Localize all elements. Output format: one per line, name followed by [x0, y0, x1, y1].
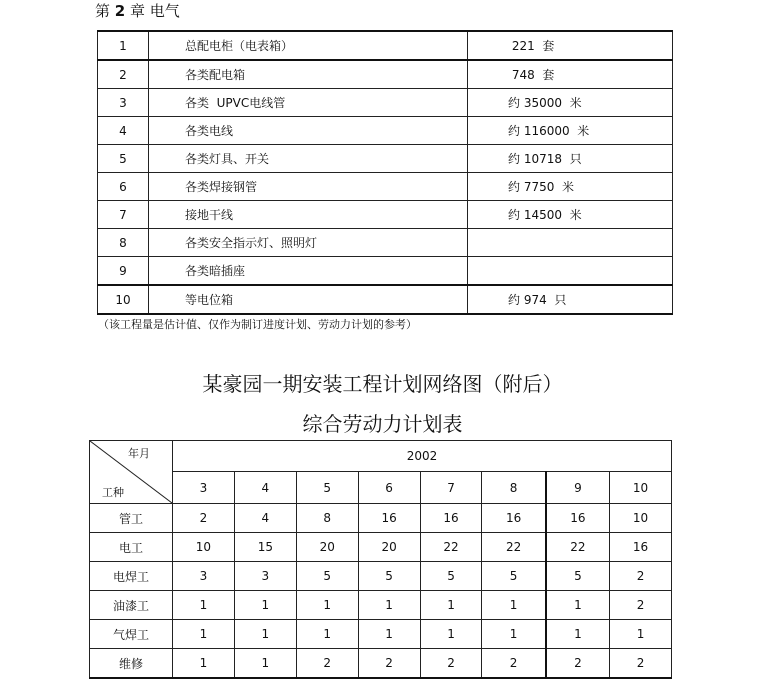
labor-count: 2: [610, 562, 672, 591]
material-name: 各类配电箱: [149, 60, 468, 89]
material-row: [98, 117, 673, 145]
material-name: 各类电线: [149, 117, 468, 145]
material-number: 2: [98, 60, 149, 89]
materials-table: [97, 30, 673, 315]
labor-count: 10: [610, 504, 672, 533]
trade-label: 工种: [102, 486, 124, 499]
labor-row: [90, 504, 672, 533]
labor-count: 15: [234, 533, 296, 562]
chapter-heading: 第 2 章 电气: [95, 2, 180, 20]
month-header: 6: [358, 472, 420, 504]
material-quantity: 约 116000 米: [468, 117, 673, 145]
material-number: 7: [98, 201, 149, 229]
labor-count: 1: [358, 591, 420, 620]
labor-count: 1: [234, 649, 296, 679]
trade-name: 电工: [90, 533, 173, 562]
labor-count: 2: [610, 591, 672, 620]
labor-count: 2: [358, 649, 420, 679]
material-row: [98, 31, 673, 60]
labor-count: 2: [173, 504, 235, 533]
material-quantity: 约 974 只: [468, 285, 673, 314]
material-number: 8: [98, 229, 149, 257]
labor-count: 1: [296, 591, 358, 620]
material-number: 1: [98, 31, 149, 60]
material-name: 接地干线: [149, 201, 468, 229]
network-plan-title: 某豪园一期安装工程计划网络图（附后）: [202, 372, 563, 396]
trade-name: 管工: [90, 504, 173, 533]
material-number: 6: [98, 173, 149, 201]
labor-count: 1: [610, 620, 672, 649]
material-row: [98, 60, 673, 89]
labor-count: 3: [234, 562, 296, 591]
month-header: 7: [420, 472, 482, 504]
labor-row: [90, 562, 672, 591]
labor-count: 1: [546, 620, 610, 649]
labor-count: 2: [296, 649, 358, 679]
labor-count: 2: [482, 649, 546, 679]
corner-header: [90, 441, 173, 504]
material-number: 3: [98, 89, 149, 117]
month-header: 8: [482, 472, 546, 504]
labor-count: 2: [610, 649, 672, 679]
labor-count: 1: [234, 591, 296, 620]
labor-count: 1: [173, 649, 235, 679]
labor-count: 22: [420, 533, 482, 562]
labor-count: 1: [482, 591, 546, 620]
labor-count: 16: [420, 504, 482, 533]
material-row: [98, 257, 673, 286]
labor-plan-table: [89, 440, 672, 679]
labor-count: 1: [420, 620, 482, 649]
month-header: 5: [296, 472, 358, 504]
material-quantity: 约 10718 只: [468, 145, 673, 173]
labor-row: [90, 649, 672, 679]
material-row: [98, 173, 673, 201]
material-row: [98, 229, 673, 257]
labor-plan-title: 综合劳动力计划表: [302, 412, 463, 436]
material-number: 10: [98, 285, 149, 314]
labor-count: 8: [296, 504, 358, 533]
labor-count: 22: [482, 533, 546, 562]
labor-count: 5: [296, 562, 358, 591]
material-row: [98, 201, 673, 229]
labor-count: 16: [358, 504, 420, 533]
labor-count: 20: [296, 533, 358, 562]
labor-count: 1: [546, 591, 610, 620]
labor-count: 1: [173, 591, 235, 620]
material-name: 总配电柜（电表箱）: [149, 31, 468, 60]
trade-name: 电焊工: [90, 562, 173, 591]
trade-name: 维修: [90, 649, 173, 679]
labor-count: 16: [482, 504, 546, 533]
month-header: 9: [546, 472, 610, 504]
month-header: 10: [610, 472, 672, 504]
labor-count: 5: [546, 562, 610, 591]
material-quantity: 748 套: [468, 60, 673, 89]
material-quantity: [468, 229, 673, 257]
labor-row: [90, 620, 672, 649]
labor-count: 1: [173, 620, 235, 649]
material-number: 4: [98, 117, 149, 145]
estimate-note: （该工程量是估计值、仅作为制订进度计划、劳动力计划的参考）: [98, 318, 417, 331]
material-quantity: 约 7750 米: [468, 173, 673, 201]
labor-count: 1: [482, 620, 546, 649]
labor-count: 1: [296, 620, 358, 649]
material-name: 各类安全指示灯、照明灯: [149, 229, 468, 257]
material-row: [98, 285, 673, 314]
labor-count: 4: [234, 504, 296, 533]
labor-row: [90, 533, 672, 562]
material-row: [98, 89, 673, 117]
labor-count: 5: [482, 562, 546, 591]
labor-count: 16: [610, 533, 672, 562]
labor-count: 2: [546, 649, 610, 679]
material-quantity: 221 套: [468, 31, 673, 60]
labor-count: 3: [173, 562, 235, 591]
material-number: 5: [98, 145, 149, 173]
labor-count: 1: [420, 591, 482, 620]
labor-count: 1: [234, 620, 296, 649]
labor-count: 22: [546, 533, 610, 562]
material-name: 各类灯具、开关: [149, 145, 468, 173]
trade-name: 油漆工: [90, 591, 173, 620]
material-name: 各类 UPVC电线管: [149, 89, 468, 117]
material-quantity: 约 14500 米: [468, 201, 673, 229]
month-header: 4: [234, 472, 296, 504]
labor-count: 5: [358, 562, 420, 591]
material-quantity: 约 35000 米: [468, 89, 673, 117]
material-row: [98, 145, 673, 173]
labor-count: 5: [420, 562, 482, 591]
material-name: 各类暗插座: [149, 257, 468, 286]
material-quantity: [468, 257, 673, 286]
material-number: 9: [98, 257, 149, 286]
trade-name: 气焊工: [90, 620, 173, 649]
material-name: 等电位箱: [149, 285, 468, 314]
labor-count: 16: [546, 504, 610, 533]
labor-count: 10: [173, 533, 235, 562]
year-month-label: 年月: [128, 447, 150, 460]
labor-count: 1: [358, 620, 420, 649]
material-name: 各类焊接钢管: [149, 173, 468, 201]
labor-row: [90, 591, 672, 620]
labor-count: 2: [420, 649, 482, 679]
labor-count: 20: [358, 533, 420, 562]
month-header: 3: [173, 472, 235, 504]
year-header: 2002: [173, 441, 672, 472]
